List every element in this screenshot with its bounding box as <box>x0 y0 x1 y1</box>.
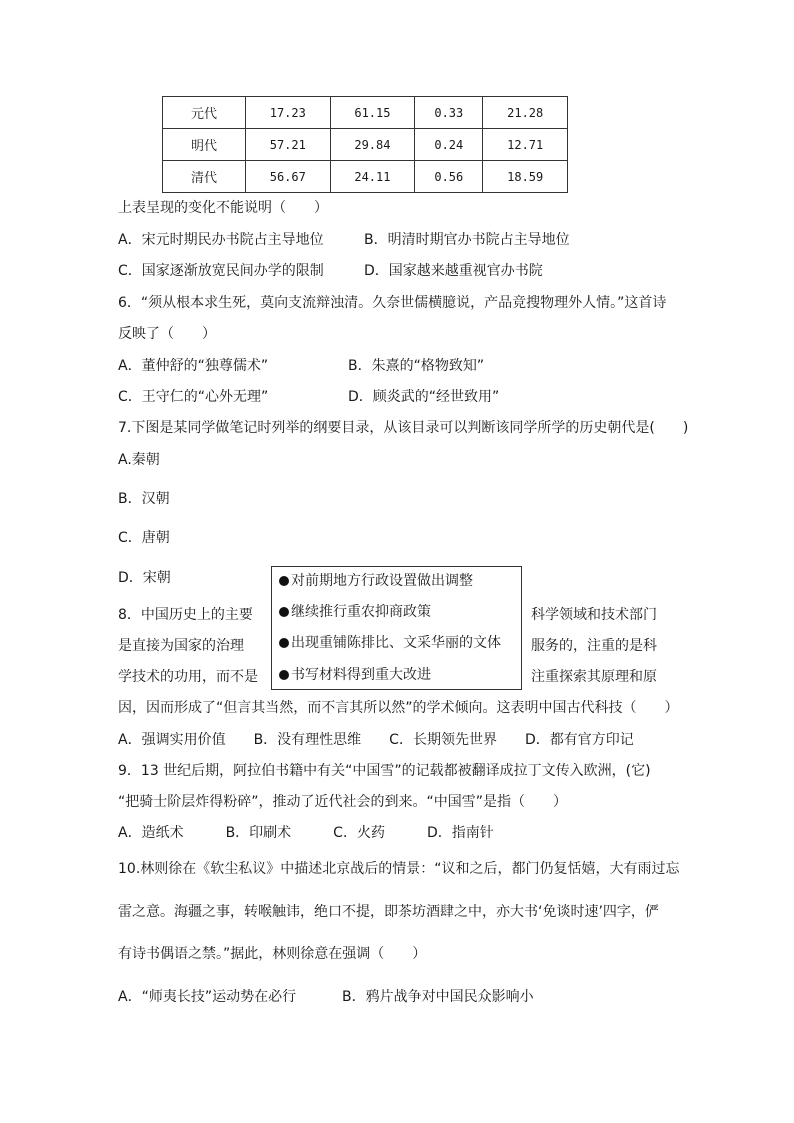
value-cell: 0.33 <box>415 97 483 129</box>
q8-stem-line4: 因，因而形成了“但言其当然，而不言其所以然”的学术倾向。这表明中国古代科技（ ） <box>118 700 679 716</box>
value-cell: 56.67 <box>246 161 331 193</box>
q8-stem-line3a: 学技术的功用，而不是 <box>118 669 258 685</box>
q8-stem-line1a: 8．中国历史上的主要 <box>118 607 253 623</box>
q8-stem-line3b: 注重探索其原理和原 <box>531 669 657 685</box>
q6-option-b: B．朱熹的“格物致知” <box>348 358 485 374</box>
value-cell: 24.11 <box>330 161 415 193</box>
value-cell: 29.84 <box>330 129 415 161</box>
q9-options: A．造纸术 B．印刷术 C．火药 D．指南针 <box>118 825 494 841</box>
q8-stem-line2a: 是直接为国家的治理 <box>118 638 244 654</box>
q9-stem-line2: “把骑士阶层炸得粉碎”，推动了近代社会的到来。“中国雪”是指（ ） <box>118 794 568 810</box>
value-cell: 0.24 <box>415 129 483 161</box>
q7-stem: 7.下图是某同学做笔记时列举的纲要目录，从该目录可以判断该同学所学的历史朝代是( ) <box>118 420 689 436</box>
q5-option-c: C．国家逐渐放宽民间办学的限制 <box>118 263 324 279</box>
q6-option-a: A．董仲舒的“独尊儒术” <box>118 358 269 374</box>
q10-stem-line2: 雷之意。海疆之事，转喉触讳，绝口不提，即茶坊酒肆之中，亦大书‘免谈时速’四字，俨 <box>118 904 659 920</box>
value-cell: 12.71 <box>483 129 568 161</box>
q9-stem-line1: 9．13 世纪后期，阿拉伯书籍中有关“中国雪”的记载都被翻译成拉丁文传入欧洲，(它) <box>118 763 651 779</box>
dynasty-cell: 元代 <box>163 97 246 129</box>
value-cell: 57.21 <box>246 129 331 161</box>
q5-option-d: D．国家越来越重视官办书院 <box>364 263 543 279</box>
q10-option-a: A．“师夷长技”运动势在必行 <box>118 989 297 1005</box>
q7-option-b: B．汉朝 <box>118 491 170 507</box>
q5-option-a: A．宋元时期民办书院占主导地位 <box>118 232 324 248</box>
table-row <box>163 161 568 193</box>
q8-stem-line1b: 科学领域和技术部门 <box>531 607 657 623</box>
bullet-icon <box>279 576 289 586</box>
outline-item: 书写材料得到重大改进 <box>279 665 431 685</box>
q10-stem-line1: 10.林则徐在《软尘私议》中描述北京战后的情景：“议和之后，都门仍复恬嬉，大有雨过忘 <box>118 861 680 877</box>
q7-option-d: D．宋朝 <box>118 570 171 586</box>
bullet-icon <box>279 638 289 648</box>
value-cell: 0.56 <box>415 161 483 193</box>
value-cell: 61.15 <box>330 97 415 129</box>
q5-stem: 上表呈现的变化不能说明（ ） <box>118 200 328 216</box>
statistics-table <box>162 96 568 193</box>
outline-item: 对前期地方行政设置做出调整 <box>279 571 473 591</box>
bullet-icon <box>279 607 289 617</box>
q5-option-b: B．明清时期官办书院占主导地位 <box>364 232 570 248</box>
q6-option-c: C．王守仁的“心外无理” <box>118 389 269 405</box>
value-cell: 21.28 <box>483 97 568 129</box>
value-cell: 18.59 <box>483 161 568 193</box>
q7-option-a: A.秦朝 <box>118 452 160 468</box>
dynasty-cell: 明代 <box>163 129 246 161</box>
table-row <box>163 97 568 129</box>
outline-item: 继续推行重农抑商政策 <box>279 602 431 622</box>
bullet-icon <box>279 670 289 680</box>
q6-option-d: D．顾炎武的“经世致用” <box>348 389 500 405</box>
q7-option-c: C．唐朝 <box>118 530 170 546</box>
value-cell: 17.23 <box>246 97 331 129</box>
q8-options: A．强调实用价值 B．没有理性思维 C．长期领先世界 D．都有官方印记 <box>118 732 634 748</box>
q10-option-b: B．鸦片战争对中国民众影响小 <box>342 989 534 1005</box>
q6-stem-line2: 反映了（ ） <box>118 326 216 342</box>
q6-stem-line1: 6．“须从根本求生死，莫向支流辩浊清。久奈世儒横臆说，产品竞搜物理外人情。”这首诗 <box>118 295 667 311</box>
dynasty-cell: 清代 <box>163 161 246 193</box>
table-row <box>163 129 568 161</box>
outline-item: 出现重铺陈排比、文采华丽的文体 <box>279 633 501 653</box>
outline-box <box>271 566 522 690</box>
q8-stem-line2b: 服务的，注重的是科 <box>531 638 657 654</box>
q10-stem-line3: 有诗书偶语之禁。”据此，林则徐意在强调（ ） <box>118 946 427 962</box>
